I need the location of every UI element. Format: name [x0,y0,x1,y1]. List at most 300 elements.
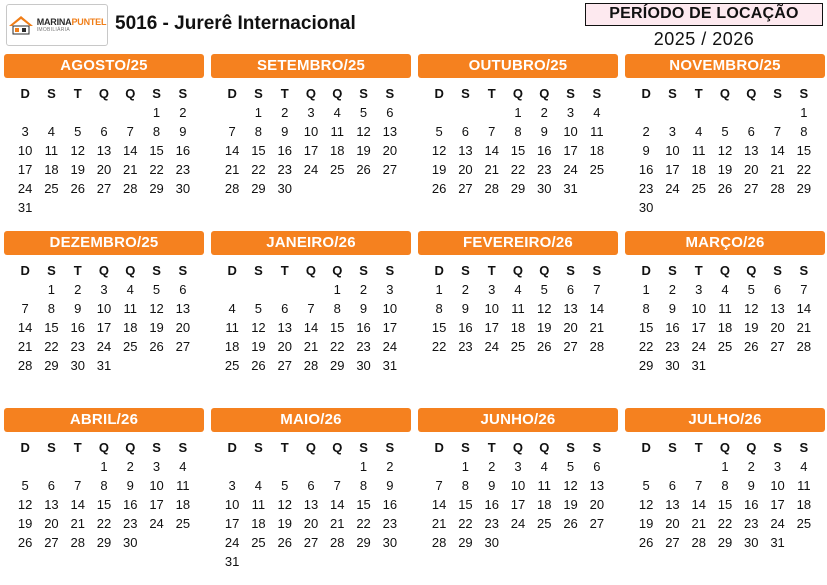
day-cell[interactable]: 3 [307,105,315,120]
day-cell[interactable]: 16 [638,162,654,177]
day-cell[interactable]: 9 [540,124,548,139]
day-cell[interactable]: 21 [123,162,138,177]
day-cell[interactable]: 14 [431,497,447,512]
day-cell[interactable]: 19 [356,143,371,158]
day-cell[interactable]: 30 [638,200,654,215]
day-cell[interactable]: 22 [96,516,112,531]
day-cell[interactable]: 12 [744,301,759,316]
day-cell[interactable]: 15 [251,143,266,158]
day-cell[interactable]: 27 [175,339,191,354]
day-cell[interactable]: 11 [691,143,706,158]
day-cell[interactable]: 4 [254,478,263,493]
day-cell[interactable]: 9 [747,478,755,493]
day-cell[interactable]: 3 [100,282,108,297]
day-cell[interactable]: 3 [488,282,496,297]
day-cell[interactable]: 18 [224,339,240,354]
day-cell[interactable]: 6 [47,478,56,493]
day-cell[interactable]: 3 [566,105,575,120]
day-cell[interactable]: 14 [224,143,240,158]
day-cell[interactable]: 20 [458,162,473,177]
day-cell[interactable]: 20 [175,320,191,335]
day-cell[interactable]: 14 [330,497,345,512]
day-cell[interactable]: 10 [382,301,398,316]
day-cell[interactable]: 26 [356,162,371,177]
day-cell[interactable]: 11 [176,478,190,493]
day-cell[interactable]: 30 [175,181,191,196]
day-cell[interactable]: 26 [717,181,733,196]
day-cell[interactable]: 30 [277,181,292,196]
day-cell[interactable]: 4 [800,459,808,474]
day-cell[interactable]: 24 [17,181,33,196]
day-cell[interactable]: 17 [665,162,680,177]
day-cell[interactable]: 3 [668,124,677,139]
day-cell[interactable]: 5 [642,478,650,493]
day-cell[interactable]: 16 [356,320,371,335]
day-cell[interactable]: 9 [461,301,470,316]
day-cell[interactable]: 2 [488,459,496,474]
day-cell[interactable]: 15 [356,497,371,512]
day-cell[interactable]: 11 [225,320,239,335]
day-cell[interactable]: 27 [96,181,112,196]
day-cell[interactable]: 25 [510,339,526,354]
day-cell[interactable]: 30 [382,535,398,550]
day-cell[interactable]: 1 [721,459,729,474]
day-cell[interactable]: 3 [695,282,703,297]
day-cell[interactable]: 31 [17,200,33,215]
day-cell[interactable]: 24 [484,339,499,354]
day-cell[interactable]: 5 [74,124,82,139]
day-cell[interactable]: 5 [540,282,548,297]
day-cell[interactable]: 23 [744,516,759,531]
day-cell[interactable]: 7 [695,478,703,493]
day-cell[interactable]: 30 [744,535,759,550]
day-cell[interactable]: 4 [47,124,56,139]
day-cell[interactable]: 28 [796,339,812,354]
day-cell[interactable]: 22 [44,339,59,354]
day-cell[interactable]: 18 [123,320,138,335]
day-cell[interactable]: 5 [435,124,443,139]
day-cell[interactable]: 16 [665,320,680,335]
day-cell[interactable]: 14 [123,143,138,158]
day-cell[interactable]: 13 [175,301,191,316]
day-cell[interactable]: 19 [431,162,447,177]
day-cell[interactable]: 17 [770,497,785,512]
day-cell[interactable]: 6 [307,478,315,493]
day-cell[interactable]: 23 [70,339,85,354]
day-cell[interactable]: 13 [589,478,605,493]
day-cell[interactable]: 24 [510,516,526,531]
day-cell[interactable]: 16 [484,497,499,512]
day-cell[interactable]: 18 [44,162,59,177]
day-cell[interactable]: 10 [303,124,319,139]
day-cell[interactable]: 9 [488,478,496,493]
day-cell[interactable]: 14 [770,143,785,158]
day-cell[interactable]: 11 [44,143,59,158]
day-cell[interactable]: 26 [17,535,33,550]
day-cell[interactable]: 12 [251,320,266,335]
day-cell[interactable]: 20 [744,162,759,177]
day-cell[interactable]: 1 [152,105,161,120]
day-cell[interactable]: 19 [149,320,164,335]
day-cell[interactable]: 12 [17,497,33,512]
day-cell[interactable]: 2 [461,282,470,297]
day-cell[interactable]: 26 [251,358,266,373]
day-cell[interactable]: 8 [800,124,808,139]
day-cell[interactable]: 7 [228,124,236,139]
day-cell[interactable]: 10 [17,143,33,158]
day-cell[interactable]: 20 [770,320,785,335]
day-cell[interactable]: 10 [510,478,526,493]
day-cell[interactable]: 21 [330,516,345,531]
day-cell[interactable]: 5 [281,478,289,493]
day-cell[interactable]: 29 [251,181,266,196]
day-cell[interactable]: 25 [330,162,345,177]
day-cell[interactable]: 22 [458,516,473,531]
day-cell[interactable]: 17 [17,162,33,177]
day-cell[interactable]: 20 [303,516,319,531]
day-cell[interactable]: 8 [514,124,522,139]
day-cell[interactable]: 11 [511,301,525,316]
day-cell[interactable]: 4 [228,301,236,316]
day-cell[interactable]: 31 [691,358,706,373]
day-cell[interactable]: 1 [461,459,470,474]
day-cell[interactable]: 2 [386,459,394,474]
day-cell[interactable]: 17 [691,320,706,335]
day-cell[interactable]: 29 [796,181,812,196]
day-cell[interactable]: 4 [514,282,522,297]
day-cell[interactable]: 17 [149,497,164,512]
day-cell[interactable]: 27 [665,535,680,550]
day-cell[interactable]: 13 [303,497,319,512]
day-cell[interactable]: 22 [149,162,164,177]
day-cell[interactable]: 14 [303,320,319,335]
day-cell[interactable]: 7 [307,301,315,316]
day-cell[interactable]: 16 [382,497,398,512]
day-cell[interactable]: 19 [537,320,552,335]
day-cell[interactable]: 22 [638,339,654,354]
day-cell[interactable]: 23 [123,516,138,531]
day-cell[interactable]: 17 [382,320,398,335]
day-cell[interactable]: 1 [47,282,56,297]
day-cell[interactable]: 25 [44,181,59,196]
day-cell[interactable]: 30 [665,358,680,373]
day-cell[interactable]: 25 [796,516,812,531]
day-cell[interactable]: 19 [17,516,33,531]
day-cell[interactable]: 12 [717,143,733,158]
day-cell[interactable]: 21 [770,162,785,177]
day-cell[interactable]: 23 [277,162,292,177]
day-cell[interactable]: 29 [44,358,59,373]
day-cell[interactable]: 20 [563,320,578,335]
day-cell[interactable]: 5 [721,124,729,139]
day-cell[interactable]: 31 [224,554,240,569]
day-cell[interactable]: 29 [96,535,112,550]
day-cell[interactable]: 29 [356,535,371,550]
day-cell[interactable]: 19 [70,162,85,177]
day-cell[interactable]: 5 [747,282,755,297]
day-cell[interactable]: 31 [770,535,785,550]
day-cell[interactable]: 6 [100,124,108,139]
day-cell[interactable]: 13 [770,301,785,316]
day-cell[interactable]: 20 [382,143,398,158]
day-cell[interactable]: 6 [281,301,289,316]
day-cell[interactable]: 4 [540,459,548,474]
day-cell[interactable]: 5 [152,282,161,297]
day-cell[interactable]: 14 [70,497,85,512]
day-cell[interactable]: 28 [303,358,319,373]
day-cell[interactable]: 23 [175,162,191,177]
day-cell[interactable]: 6 [773,282,782,297]
day-cell[interactable]: 31 [96,358,112,373]
day-cell[interactable]: 24 [665,181,680,196]
day-cell[interactable]: 26 [149,339,164,354]
day-cell[interactable]: 7 [333,478,341,493]
day-cell[interactable]: 27 [744,181,759,196]
day-cell[interactable]: 12 [277,497,292,512]
day-cell[interactable]: 10 [665,143,680,158]
day-cell[interactable]: 6 [179,282,187,297]
day-cell[interactable]: 7 [21,301,29,316]
day-cell[interactable]: 3 [21,124,29,139]
day-cell[interactable]: 21 [17,339,33,354]
day-cell[interactable]: 15 [330,320,345,335]
day-cell[interactable]: 29 [717,535,733,550]
day-cell[interactable]: 2 [540,105,548,120]
day-cell[interactable]: 5 [21,478,29,493]
day-cell[interactable]: 20 [277,339,292,354]
day-cell[interactable]: 15 [458,497,473,512]
day-cell[interactable]: 21 [431,516,447,531]
day-cell[interactable]: 16 [175,143,191,158]
day-cell[interactable]: 7 [773,124,782,139]
day-cell[interactable]: 2 [179,105,187,120]
day-cell[interactable]: 6 [593,459,601,474]
day-cell[interactable]: 14 [484,143,499,158]
day-cell[interactable]: 15 [796,143,812,158]
day-cell[interactable]: 27 [303,535,319,550]
day-cell[interactable]: 8 [435,301,443,316]
day-cell[interactable]: 6 [566,282,575,297]
day-cell[interactable]: 27 [277,358,292,373]
day-cell[interactable]: 5 [359,105,368,120]
day-cell[interactable]: 18 [330,143,345,158]
day-cell[interactable]: 28 [589,339,605,354]
day-cell[interactable]: 7 [800,282,808,297]
day-cell[interactable]: 28 [431,535,447,550]
day-cell[interactable]: 6 [747,124,755,139]
day-cell[interactable]: 2 [359,282,368,297]
day-cell[interactable]: 16 [458,320,473,335]
day-cell[interactable]: 28 [224,181,240,196]
day-cell[interactable]: 18 [175,497,191,512]
day-cell[interactable]: 21 [303,339,319,354]
day-cell[interactable]: 25 [589,162,605,177]
day-cell[interactable]: 17 [510,497,526,512]
day-cell[interactable]: 24 [382,339,398,354]
day-cell[interactable]: 7 [435,478,443,493]
day-cell[interactable]: 30 [70,358,85,373]
day-cell[interactable]: 10 [149,478,164,493]
day-cell[interactable]: 9 [642,143,650,158]
day-cell[interactable]: 24 [691,339,706,354]
day-cell[interactable]: 27 [458,181,473,196]
day-cell[interactable]: 31 [563,181,578,196]
day-cell[interactable]: 15 [96,497,112,512]
day-cell[interactable]: 9 [668,301,677,316]
day-cell[interactable]: 15 [431,320,447,335]
day-cell[interactable]: 10 [563,124,578,139]
day-cell[interactable]: 29 [510,181,526,196]
day-cell[interactable]: 23 [382,516,398,531]
day-cell[interactable]: 25 [251,535,266,550]
day-cell[interactable]: 19 [638,516,654,531]
day-cell[interactable]: 21 [224,162,240,177]
day-cell[interactable]: 18 [691,162,706,177]
day-cell[interactable]: 9 [179,124,187,139]
day-cell[interactable]: 9 [126,478,134,493]
day-cell[interactable]: 4 [333,105,341,120]
day-cell[interactable]: 21 [70,516,85,531]
day-cell[interactable]: 14 [17,320,33,335]
day-cell[interactable]: 1 [642,282,650,297]
day-cell[interactable]: 12 [431,143,447,158]
day-cell[interactable]: 18 [510,320,526,335]
day-cell[interactable]: 1 [333,282,341,297]
day-cell[interactable]: 2 [126,459,134,474]
day-cell[interactable]: 12 [537,301,552,316]
day-cell[interactable]: 3 [386,282,394,297]
day-cell[interactable]: 7 [488,124,496,139]
day-cell[interactable]: 3 [773,459,782,474]
day-cell[interactable]: 28 [770,181,785,196]
day-cell[interactable]: 23 [665,339,680,354]
day-cell[interactable]: 8 [642,301,650,316]
day-cell[interactable]: 30 [123,535,138,550]
day-cell[interactable]: 1 [359,459,368,474]
day-cell[interactable]: 13 [458,143,473,158]
day-cell[interactable]: 5 [566,459,575,474]
day-cell[interactable]: 16 [537,143,552,158]
day-cell[interactable]: 1 [254,105,263,120]
day-cell[interactable]: 4 [126,282,134,297]
day-cell[interactable]: 7 [593,282,601,297]
day-cell[interactable]: 19 [717,162,733,177]
day-cell[interactable]: 25 [175,516,191,531]
day-cell[interactable]: 21 [796,320,812,335]
day-cell[interactable]: 8 [359,478,368,493]
day-cell[interactable]: 28 [70,535,85,550]
day-cell[interactable]: 7 [126,124,134,139]
day-cell[interactable]: 3 [514,459,522,474]
day-cell[interactable]: 28 [123,181,138,196]
day-cell[interactable]: 26 [431,181,447,196]
day-cell[interactable]: 13 [744,143,759,158]
day-cell[interactable]: 2 [747,459,755,474]
day-cell[interactable]: 13 [665,497,680,512]
day-cell[interactable]: 21 [691,516,706,531]
day-cell[interactable]: 25 [691,181,706,196]
day-cell[interactable]: 17 [563,143,578,158]
day-cell[interactable]: 11 [590,124,604,139]
day-cell[interactable]: 6 [461,124,470,139]
day-cell[interactable]: 11 [537,478,552,493]
day-cell[interactable]: 26 [744,339,759,354]
day-cell[interactable]: 2 [281,105,289,120]
day-cell[interactable]: 13 [382,124,398,139]
day-cell[interactable]: 10 [770,478,785,493]
day-cell[interactable]: 3 [152,459,161,474]
day-cell[interactable]: 8 [333,301,341,316]
day-cell[interactable]: 21 [589,320,605,335]
day-cell[interactable]: 26 [638,535,654,550]
day-cell[interactable]: 26 [70,181,85,196]
day-cell[interactable]: 22 [796,162,812,177]
day-cell[interactable]: 15 [638,320,654,335]
day-cell[interactable]: 14 [589,301,605,316]
day-cell[interactable]: 23 [484,516,499,531]
day-cell[interactable]: 20 [96,162,112,177]
day-cell[interactable]: 24 [770,516,785,531]
day-cell[interactable]: 1 [514,105,522,120]
day-cell[interactable]: 25 [537,516,552,531]
day-cell[interactable]: 12 [149,301,164,316]
day-cell[interactable]: 10 [224,497,240,512]
day-cell[interactable]: 16 [744,497,759,512]
day-cell[interactable]: 28 [17,358,33,373]
day-cell[interactable]: 10 [484,301,499,316]
day-cell[interactable]: 16 [123,497,138,512]
day-cell[interactable]: 15 [717,497,733,512]
day-cell[interactable]: 2 [74,282,82,297]
day-cell[interactable]: 2 [642,124,650,139]
day-cell[interactable]: 12 [356,124,371,139]
day-cell[interactable]: 27 [382,162,398,177]
day-cell[interactable]: 8 [47,301,56,316]
day-cell[interactable]: 29 [458,535,473,550]
day-cell[interactable]: 18 [717,320,733,335]
day-cell[interactable]: 15 [149,143,164,158]
day-cell[interactable]: 8 [461,478,470,493]
day-cell[interactable]: 18 [251,516,266,531]
day-cell[interactable]: 20 [589,497,605,512]
day-cell[interactable]: 13 [563,301,578,316]
day-cell[interactable]: 23 [638,181,654,196]
day-cell[interactable]: 17 [96,320,112,335]
day-cell[interactable]: 26 [277,535,292,550]
day-cell[interactable]: 29 [330,358,345,373]
day-cell[interactable]: 12 [638,497,654,512]
day-cell[interactable]: 11 [797,478,811,493]
day-cell[interactable]: 4 [695,124,703,139]
day-cell[interactable]: 12 [70,143,85,158]
day-cell[interactable]: 28 [484,181,499,196]
day-cell[interactable]: 13 [277,320,292,335]
day-cell[interactable]: 19 [277,516,292,531]
day-cell[interactable]: 24 [149,516,164,531]
day-cell[interactable]: 16 [70,320,85,335]
day-cell[interactable]: 3 [228,478,236,493]
day-cell[interactable]: 2 [668,282,677,297]
day-cell[interactable]: 17 [303,143,319,158]
day-cell[interactable]: 19 [744,320,759,335]
day-cell[interactable]: 6 [668,478,677,493]
day-cell[interactable]: 25 [224,358,240,373]
day-cell[interactable]: 4 [721,282,729,297]
day-cell[interactable]: 31 [382,358,398,373]
day-cell[interactable]: 21 [484,162,499,177]
day-cell[interactable]: 22 [356,516,371,531]
day-cell[interactable]: 27 [589,516,605,531]
